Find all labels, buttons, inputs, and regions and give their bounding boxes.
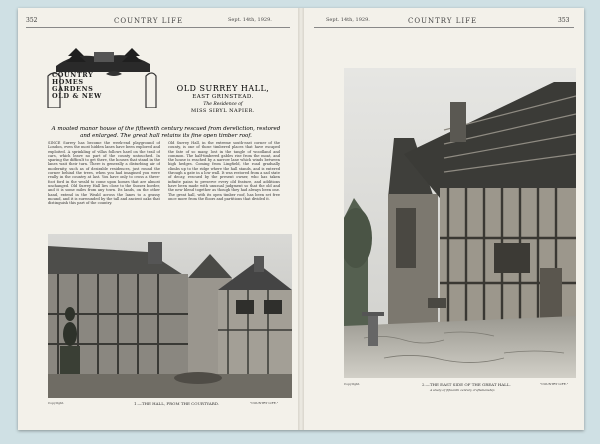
header-rule-right: [314, 27, 574, 28]
left-page: [18, 8, 298, 430]
residence-of: The Residence of: [203, 102, 243, 107]
page-number-right: 353: [558, 17, 570, 24]
magazine-spread: [18, 8, 584, 430]
standfirst: A moated manor house of the fifteenth century rescued from dereliction, restored and enlarged. The great hall retains its fine open timber roof.: [51, 126, 281, 139]
header-rule-left: [26, 27, 290, 28]
body-column-2: Old Surrey Hall, in the extreme south-east corner of the county, is one of those timbered places that have escaped the fate of so many, lost in the tangle of woodland and common. The half-timbered gables rise from the moat, and the house is reached by a narrow lane which winds between high hedges. Coming from Lingfield, the road gradually climbs up to the ridge where the hall stands, and is entered through a gate in a low wall. It was restored from a sad state of decay, rescued by the present owner, who has taken infinite pains to preserve every old feature, and additions have been made with unusual judgment so that the old and the new blend together as though they had always been one. The great hall, with its open timber roof, has been set free once more from the floors and partitions that divided it.: [168, 141, 280, 201]
photo-2-credit-left: Copyright.: [344, 382, 361, 386]
photo-2-credit-right: "COUNTRY LIFE.": [540, 382, 569, 386]
running-date-left: Sept. 14th, 1929.: [228, 17, 272, 23]
running-title-left: COUNTRY LIFE: [114, 17, 184, 25]
photo-1-credit-left: Copyright.: [48, 401, 65, 405]
article-place: EAST GRINSTEAD.: [192, 94, 254, 100]
page-number-left: 352: [26, 17, 38, 24]
masthead-line-1: COUNTRY: [52, 71, 94, 79]
photo-1-credit-right: "COUNTRY LIFE.": [250, 401, 279, 405]
article-title: OLD SURREY HALL,: [176, 84, 270, 93]
masthead-line-2: HOMES: [52, 78, 84, 86]
photo-hall-courtyard: [48, 234, 292, 398]
right-page: [304, 8, 584, 430]
owner-name: MISS SIBYL NAPIER.: [191, 108, 255, 114]
body-column-1: SINCE Surrey has become the week-end playground of London, even the most hidden lanes have been explored and exploited. A sprinkling of villas follows hard on the trail of cars, which leave no part of the county untouched. In sparing the difficult to get there, the houses that stand in the lanes wait their turn. There is generally a disturbing air of modernity, such as of desirable residences, just round the corner behind the trees, when you had imagined you were really in the country at last. You have only to cross a three-foot ford in the weald to come upon homes that are almost unchanged. Old Surrey Hall lies close to the Sussex border, and it is some miles from any town. Its lands, on the other hand, extend in the Weald across the lanes to a grassy mound, and it is surrounded by the tall and ancient oaks that distinguish this part of the country.: [48, 141, 160, 206]
masthead-line-4: OLD & NEW: [52, 92, 102, 100]
photo-2-subcaption: A study of fifteenth century craftsmanship: [430, 388, 495, 392]
masthead-line-3: GARDENS: [52, 85, 94, 93]
photo-east-side-great-hall: [344, 68, 576, 378]
masthead-text: [52, 72, 134, 100]
running-title-right: COUNTRY LIFE: [408, 17, 478, 25]
photo-1-caption: 1.—THE HALL, FROM THE COURTYARD.: [134, 401, 220, 406]
article-heading: [164, 84, 282, 114]
photo-2-caption: 2.—THE EAST SIDE OF THE GREAT HALL.: [422, 382, 511, 387]
running-date-right: Sept. 14th, 1929.: [326, 17, 370, 23]
